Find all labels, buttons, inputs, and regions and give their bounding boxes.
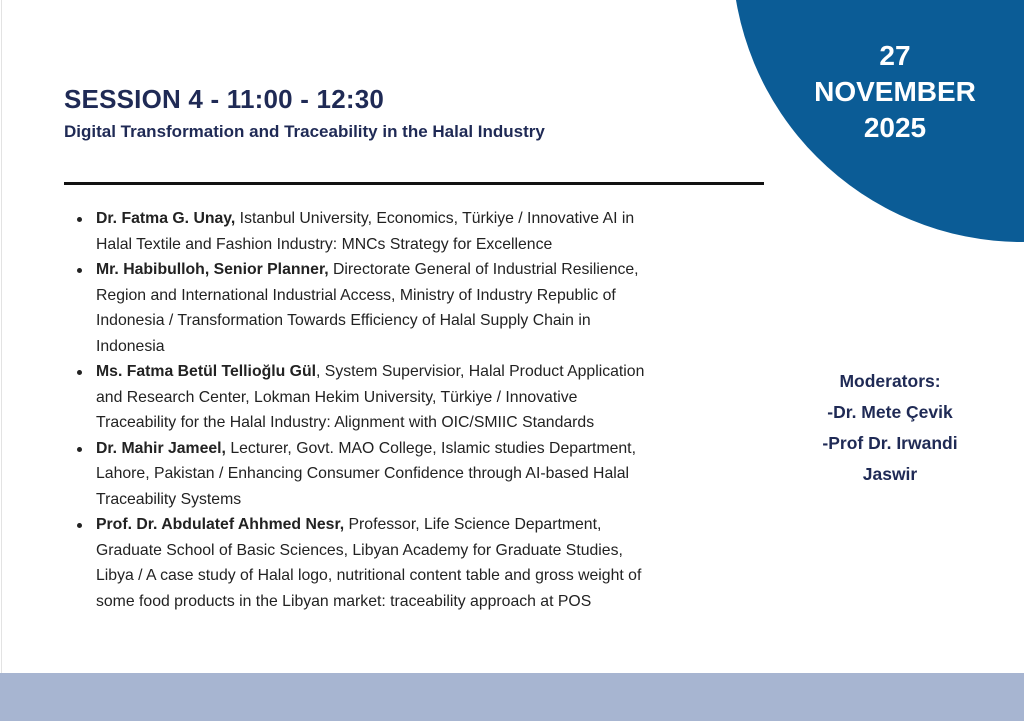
speaker-item [77,436,757,513]
speaker-detail: Istanbul University, Economics, Türkiye / Innovative AI in [235,210,635,227]
speaker-detail: Libya / A case study of Halal logo, nutritional content table and gross weight of [96,567,642,584]
speaker-detail: Directorate General of Industrial Resilience, [328,261,639,278]
speaker-detail: Lecturer, Govt. MAO College, Islamic studies Department, [225,439,636,457]
speaker-detail: Graduate School of Basic Sciences, Libyan Academy for Graduate Studies, [96,541,623,559]
speaker-detail: and Research Center, Lokman Hekim University, Türkiye / Innovative [96,388,578,406]
date-month: NOVEMBER [814,76,976,107]
speaker-item [77,257,757,359]
speaker-name: Dr. Fatma G. Unay, [96,210,236,227]
speaker-detail: Traceability for the Halal Industry: Alignment with OIC/SMIIC Standards [96,414,595,431]
speaker-name: Prof. Dr. Abdulatef Ahhmed Nesr, [96,516,345,533]
moderator-line: -Dr. Mete Çevik [827,402,953,422]
speaker-detail: Region and International Industrial Access, Ministry of Industry Republic of [96,286,616,304]
title-divider [64,182,764,185]
moderators-block [790,366,990,490]
footer-band [0,673,1024,721]
speaker-detail: Lahore, Pakistan / Enhancing Consumer Confidence through AI-based Halal [96,465,630,482]
moderators-heading: Moderators: [839,371,941,391]
speaker-detail: some food products in the Libyan market: traceability approach at POS [96,592,592,610]
speaker-detail: Indonesia [96,337,165,355]
date-block [800,38,990,146]
speaker-item [77,512,757,614]
moderator-line: -Prof Dr. Irwandi [822,433,958,453]
session-subtitle: Digital Transformation and Traceability in the Halal Industry [64,122,545,141]
moderator-line: Jaswir [862,464,918,484]
speaker-item [77,206,757,257]
speaker-detail: Indonesia / Transformation Towards Efficiency of Halal Supply Chain in [96,312,591,329]
date-year: 2025 [863,112,927,143]
speaker-detail: Traceability Systems [96,490,242,508]
speaker-name: Dr. Mahir Jameel, [96,439,226,457]
speaker-detail: Professor, Life Science Department, [344,516,602,533]
speaker-name: Mr. Habibulloh, Senior Planner, [96,261,329,278]
speaker-detail: Halal Textile and Fashion Industry: MNCs Strategy for Excellence [96,235,553,253]
date-day: 27 [879,40,911,71]
speaker-detail: , System Supervisior, Halal Product Application [316,363,645,380]
speaker-name: Ms. Fatma Betül Tellioğlu Gül [96,363,316,380]
speaker-item [77,359,757,436]
page-edge-line [1,0,2,721]
speaker-list [77,206,757,614]
session-title: SESSION 4 - 11:00 - 12:30 [64,84,385,114]
